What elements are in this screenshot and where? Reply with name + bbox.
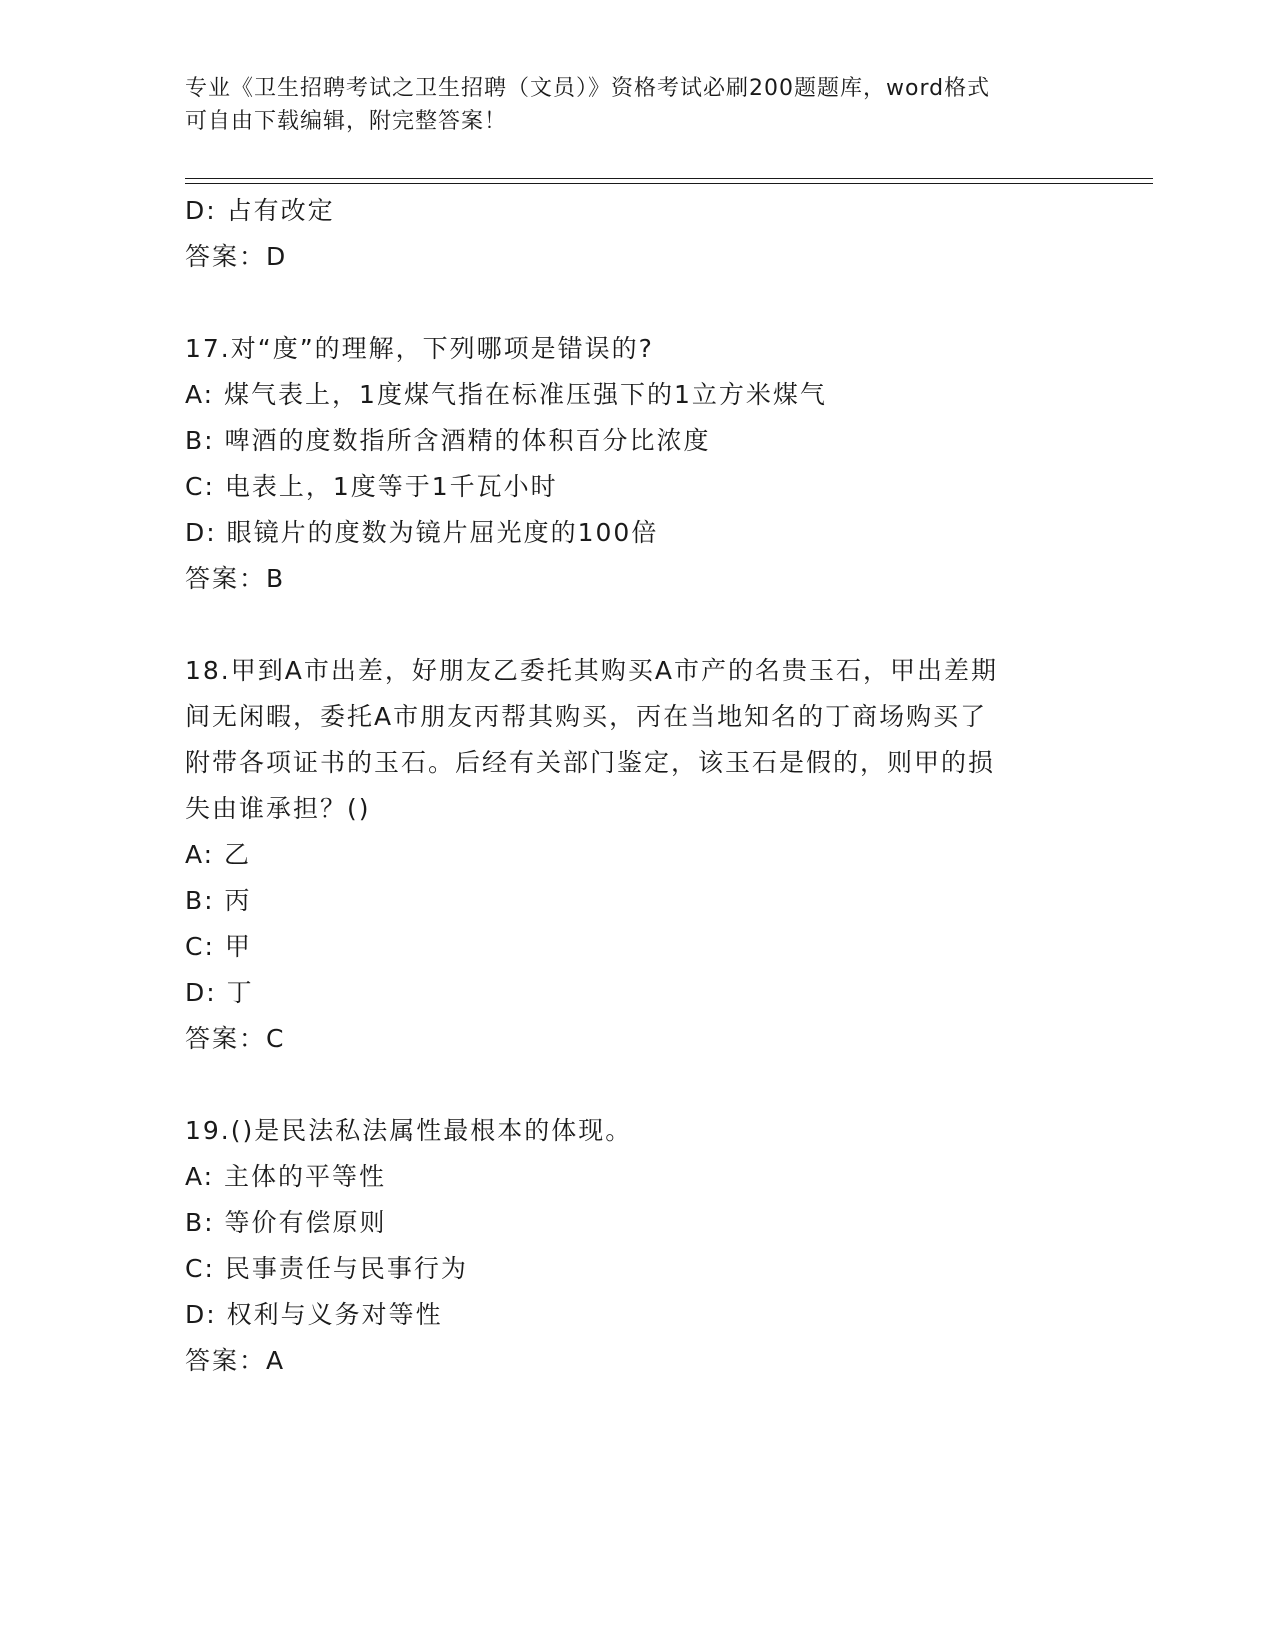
header-line-2: 可自由下载编辑，附完整答案！	[185, 109, 508, 134]
question-17	[185, 326, 1085, 602]
document-header	[185, 72, 1085, 138]
header-line-1: 专业《卫生招聘考试之卫生招聘（文员）》资格考试必刷200题题库，word格式	[185, 76, 991, 101]
question-18-stem-line-4: 失由谁承担？()	[185, 794, 371, 823]
carryover-option-d: D: 占有改定	[185, 196, 335, 225]
question-18-option-a: A: 乙	[185, 840, 252, 869]
question-18-answer: 答案：C	[185, 1024, 286, 1053]
question-content	[185, 188, 1085, 1384]
spacer	[185, 280, 1085, 326]
question-17-stem: 17.对“度”的理解，下列哪项是错误的?	[185, 334, 654, 363]
question-17-option-b: B: 啤酒的度数指所含酒精的体积百分比浓度	[185, 426, 711, 455]
question-19-option-c: C: 民事责任与民事行为	[185, 1254, 468, 1283]
spacer	[185, 1062, 1085, 1108]
spacer	[185, 602, 1085, 648]
question-19-option-a: A: 主体的平等性	[185, 1162, 387, 1191]
question-18	[185, 648, 1085, 1062]
header-rule-bottom	[185, 183, 1153, 184]
question-18-option-b: B: 丙	[185, 886, 252, 915]
question-17-option-c: C: 电表上，1度等于1千瓦小时	[185, 472, 558, 501]
header-rule-top	[185, 178, 1153, 179]
question-19-option-b: B: 等价有偿原则	[185, 1208, 387, 1237]
question-18-stem-line-3: 附带各项证书的玉石。后经有关部门鉴定，该玉石是假的，则甲的损	[185, 748, 996, 777]
question-17-answer: 答案：B	[185, 564, 286, 593]
question-18-stem-line-1: 18.甲到A市出差，好朋友乙委托其购买A市产的名贵玉石，甲出差期	[185, 656, 998, 685]
question-18-stem-line-2: 间无闲暇，委托A市朋友丙帮其购买，丙在当地知名的丁商场购买了	[185, 702, 988, 731]
question-19	[185, 1108, 1085, 1384]
question-17-option-a: A: 煤气表上，1度煤气指在标准压强下的1立方米煤气	[185, 380, 827, 409]
question-17-option-d: D: 眼镜片的度数为镜片屈光度的100倍	[185, 518, 659, 547]
question-19-stem: 19.()是民法私法属性最根本的体现。	[185, 1116, 633, 1145]
carryover-answer: 答案：D	[185, 242, 288, 271]
question-18-option-d: D: 丁	[185, 978, 254, 1007]
question-19-option-d: D: 权利与义务对等性	[185, 1300, 443, 1329]
question-18-option-c: C: 甲	[185, 932, 252, 961]
question-19-answer: 答案：A	[185, 1346, 286, 1375]
